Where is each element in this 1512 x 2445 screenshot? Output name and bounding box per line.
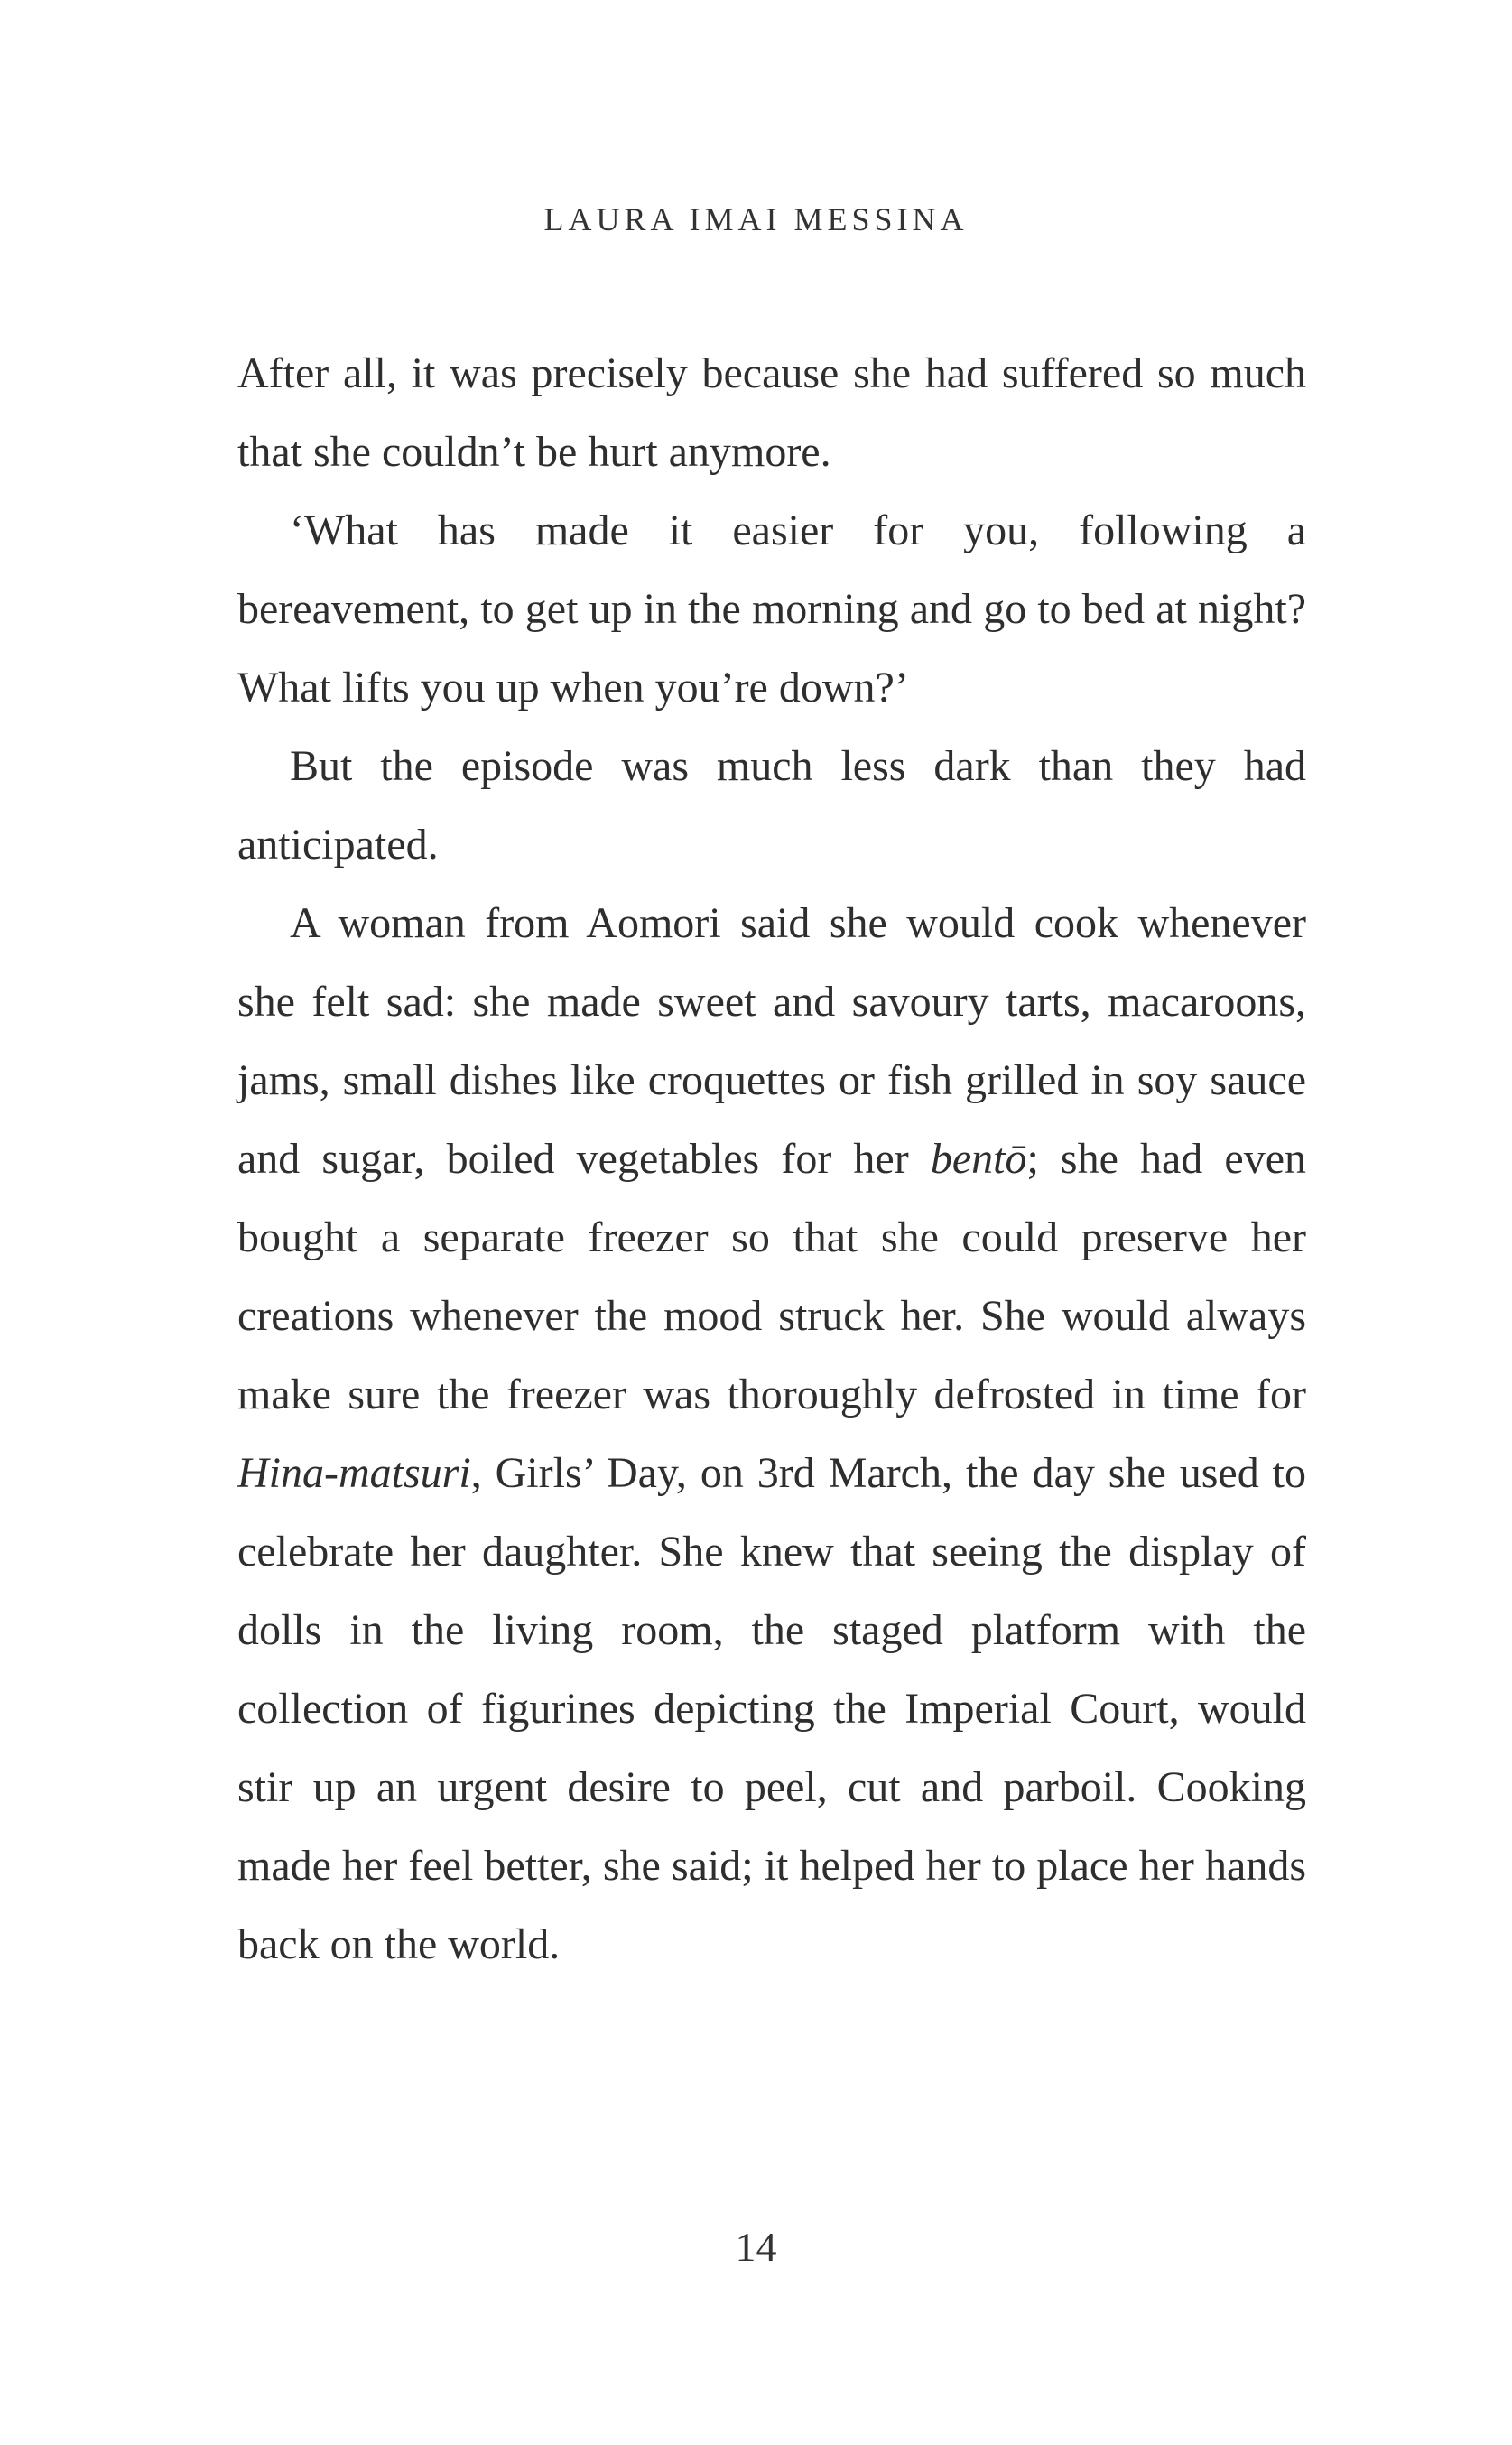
running-head: LAURA IMAI MESSINA — [543, 201, 969, 237]
page-number: 14 — [735, 2224, 777, 2270]
italic-term-hina-matsuri: Hina-matsuri — [237, 1449, 471, 1497]
paragraph-4 — [237, 884, 1306, 1984]
paragraph-4-text-1: A woman from Aomori said she would cook whenever she felt sad: she made sweet and savoury tarts, macaroons, jams, small dishes like croquettes or fish grilled in soy sauce and sugar, boiled vegetables for her — [237, 899, 1306, 1183]
paragraph-4-text-3: , Girls’ Day, on 3rd March, the day she used to celebrate her daughter. She knew that seeing the display of dolls in the living room, the staged platform with the collection of figurines depicting the Imperial Court, would stir up an urgent desire to peel, cut and parboil. Cooking made her feel better, she said; it helped her to place her hands back on the world. — [237, 1449, 1306, 1968]
paragraph-3: But the episode was much less dark than they had anticipated. — [237, 742, 1306, 869]
paragraph-1: After all, it was precisely because she had suffered so much that she couldn’t be hurt anymore. — [237, 349, 1306, 476]
paragraph-4-text-2: ; she had even bought a separate freezer so that she could preserve her creations whenever the mood struck her. She would always make sure the freezer was thoroughly defrosted in time for — [237, 1135, 1307, 1418]
body-text — [237, 334, 1306, 1984]
paragraph-2: ‘What has made it easier for you, following a bereavement, to get up in the morning and go to bed at night? What lifts you up when you’re down?’ — [237, 507, 1306, 711]
italic-term-bento: bentō — [930, 1135, 1027, 1183]
